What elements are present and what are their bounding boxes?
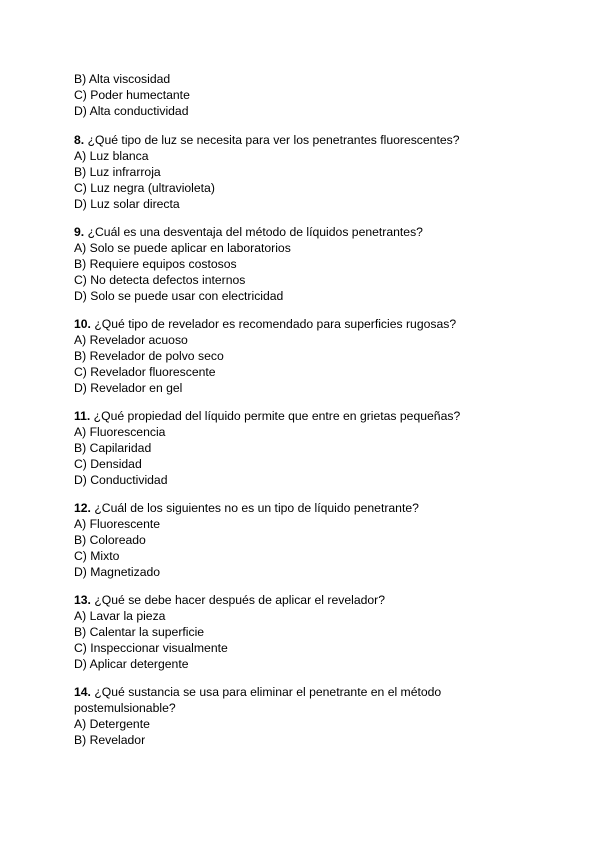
question-text: ¿Qué propiedad del líquido permite que entre en grietas pequeñas? [93,409,461,423]
option-item: A) Fluorescencia [74,425,166,439]
option-item: B) Capilaridad [74,441,152,455]
question-number: 12. [74,501,91,515]
option-item: A) Detergente [74,717,150,731]
question-13 [74,592,385,608]
question-number: 9. [74,225,85,239]
question-text: ¿Cuál de los siguientes no es un tipo de líquido penetrante? [94,501,419,515]
question-number: 13. [74,593,91,607]
option-item: D) Conductividad [74,473,168,487]
option-item: C) Revelador fluorescente [74,365,216,379]
question-text-continuation: postemulsionable? [74,701,176,715]
question-8 [74,132,460,148]
option-item: C) Densidad [74,457,142,471]
question-number: 14. [74,685,91,699]
option-item: C) Inspeccionar visualmente [74,641,228,655]
option-item: B) Calentar la superficie [74,625,205,639]
option-item: B) Revelador de polvo seco [74,349,224,363]
option-item: A) Solo se puede aplicar en laboratorios [74,241,291,255]
option-item: B) Coloreado [74,533,146,547]
option-item: C) Poder humectante [74,88,190,102]
question-number: 8. [74,133,85,147]
option-item: B) Alta viscosidad [74,72,171,86]
option-item: B) Requiere equipos costosos [74,257,237,271]
option-item: D) Solo se puede usar con electricidad [74,289,284,303]
question-9 [74,224,423,240]
question-text: ¿Qué se debe hacer después de aplicar el revelador? [94,593,385,607]
option-item: C) Luz negra (ultravioleta) [74,181,215,195]
question-text: ¿Qué tipo de luz se necesita para ver los penetrantes fluorescentes? [87,133,460,147]
question-12 [74,500,419,516]
option-item: B) Revelador [74,733,146,747]
question-10 [74,316,456,332]
option-item: A) Luz blanca [74,149,149,163]
question-number: 10. [74,317,91,331]
question-11 [74,408,460,424]
option-item: B) Luz infrarroja [74,165,161,179]
option-item: D) Magnetizado [74,565,161,579]
question-text: ¿Qué sustancia se usa para eliminar el penetrante en el método [94,685,442,699]
option-item: D) Luz solar directa [74,197,180,211]
option-item: A) Fluorescente [74,517,161,531]
option-item: C) No detecta defectos internos [74,273,246,287]
question-text: ¿Cuál es una desventaja del método de líquidos penetrantes? [87,225,423,239]
question-14 [74,684,441,700]
option-item: D) Aplicar detergente [74,657,189,671]
option-item: A) Revelador acuoso [74,333,188,347]
question-number: 11. [74,409,91,423]
option-item: D) Revelador en gel [74,381,183,395]
option-item: C) Mixto [74,549,120,563]
option-item: D) Alta conductividad [74,104,189,118]
option-item: A) Lavar la pieza [74,609,166,623]
question-text: ¿Qué tipo de revelador es recomendado para superficies rugosas? [94,317,457,331]
